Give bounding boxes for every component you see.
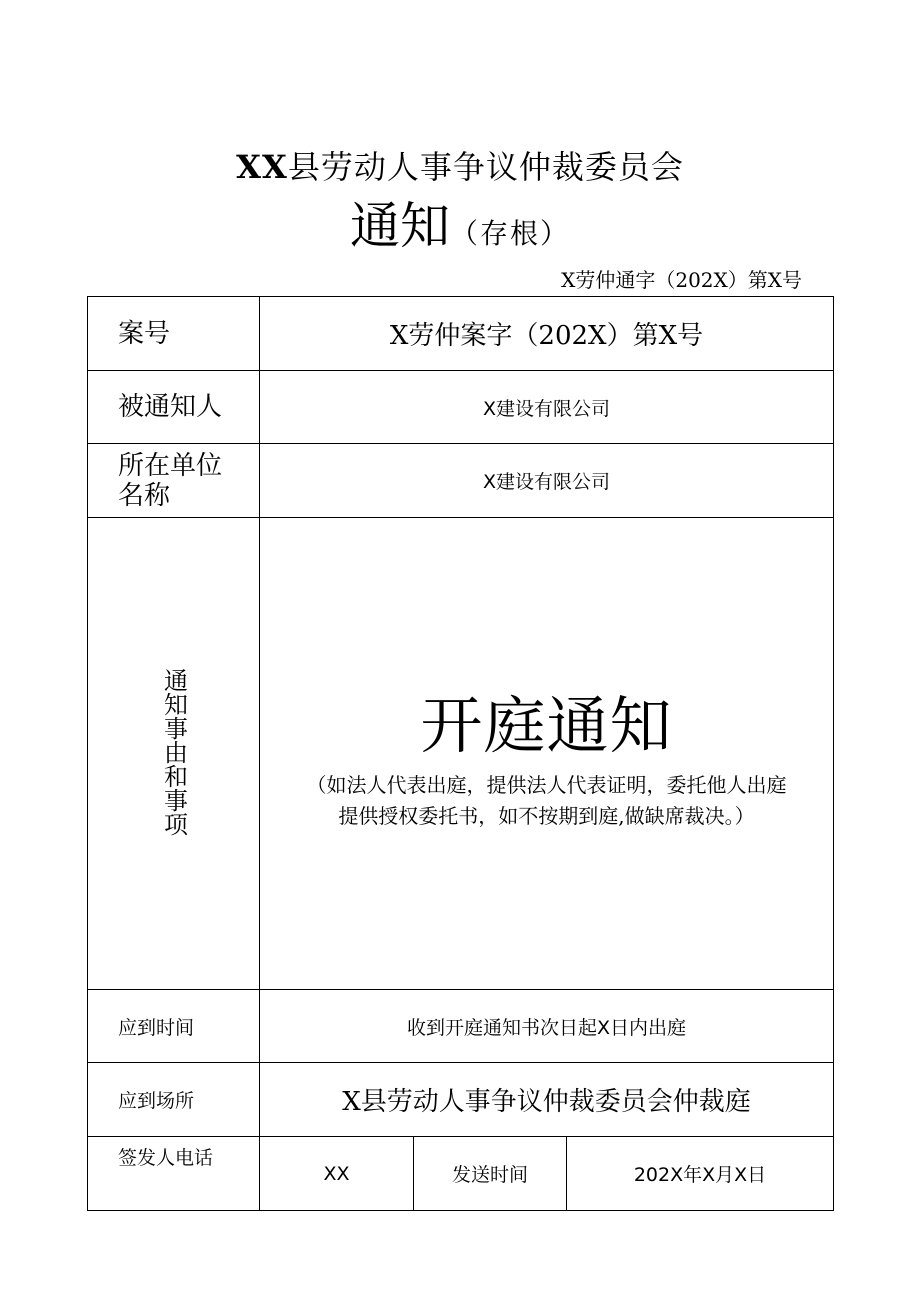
row-notice-matter [88,518,834,990]
row-notified-party [88,371,834,444]
employer-name-label [88,444,260,518]
page-title [0,142,920,188]
notice-matter-note [260,770,833,832]
row-case-number [88,297,834,371]
appear-place-value: X县劳动人事争议仲裁委员会仲裁庭 [260,1063,834,1137]
row-appear-time [88,990,834,1063]
document-number: X劳仲通字（202X）第X号 [561,268,802,292]
notice-matter-label-cell [88,518,260,990]
notified-party-label: 被通知人 [88,371,260,444]
case-number-label: 案号 [88,297,260,371]
page-subtitle [0,196,920,264]
row-issuer-send [88,1137,834,1211]
issuer-phone-value: XX [260,1137,414,1211]
issuer-phone-label: 签发人电话 [88,1137,260,1211]
appear-time-label: 应到时间 [88,990,260,1063]
notice-matter-title: 开庭通知 [420,688,673,762]
subtitle-main: 通知 [349,197,450,255]
employer-name-label-line1: 所在单位 [118,450,223,481]
appear-place-label: 应到场所 [88,1063,260,1137]
notice-matter-label: 通知事由和事项 [159,667,188,836]
send-time-value: 202X年X月X日 [567,1137,834,1211]
employer-name-label-line2: 名称 [118,480,171,511]
subtitle-stub: （存根） [449,217,570,250]
send-time-label: 发送时间 [414,1137,567,1211]
notice-form-table [87,296,834,1211]
notice-matter-note-line2: 提供授权委托书，如不按期到庭,做缺席裁决。） [338,803,755,828]
title-main: 县劳动人事争议仲裁委员会 [287,148,684,186]
row-appear-place [88,1063,834,1137]
notice-matter-content [260,518,834,990]
appear-time-value: 收到开庭通知书次日起X日内出庭 [260,990,834,1063]
title-prefix: XX [236,148,288,186]
notified-party-value: X建设有限公司 [260,371,834,444]
employer-name-value: X建设有限公司 [260,444,834,518]
case-number-value: X劳仲案字（202X）第X号 [260,297,834,371]
row-employer-name [88,444,834,518]
notice-matter-note-line1: （如法人代表出庭，提供法人代表证明，委托他人出庭 [306,772,787,797]
